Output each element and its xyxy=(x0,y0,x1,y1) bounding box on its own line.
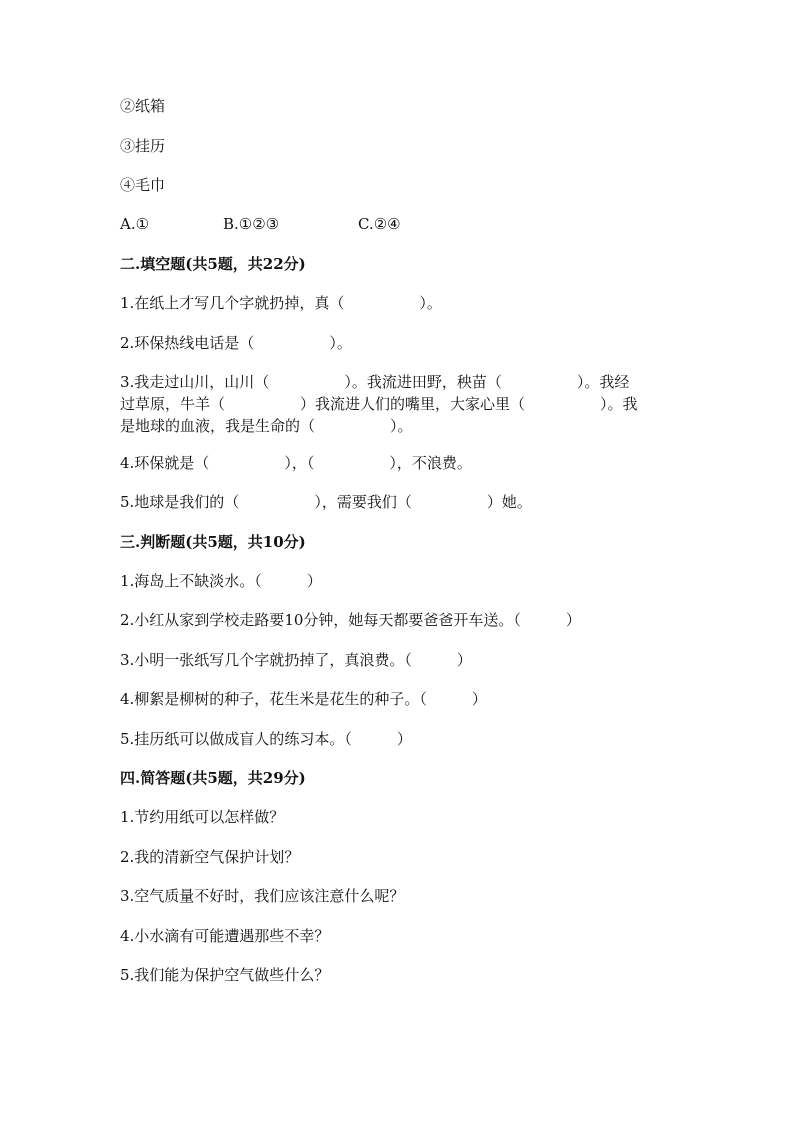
judge-question-4: 4.柳絮是柳树的种子，花生米是花生的种子。（ ） xyxy=(120,690,487,708)
fill-question-3-line-3: 是地球的血液，我是生命的（ ）。 xyxy=(120,417,413,435)
section-3-title: 三.判断题(共5题，共10分) xyxy=(120,533,306,551)
short-question-1: 1.节约用纸可以怎样做？ xyxy=(120,808,285,826)
short-question-5: 5.我们能为保护空气做些什么？ xyxy=(120,966,330,984)
short-question-4: 4.小水滴有可能遭遇那些不幸？ xyxy=(120,927,330,945)
short-question-3: 3.空气质量不好时，我们应该注意什么呢？ xyxy=(120,887,405,905)
fill-question-1: 1.在纸上才写几个字就扔掉，真（ ）。 xyxy=(120,294,442,312)
fill-question-3 xyxy=(120,371,680,437)
short-question-2: 2.我的清新空气保护计划？ xyxy=(120,848,300,866)
option-a: A.① xyxy=(120,215,150,233)
section-2-title: 二.填空题(共5题，共22分) xyxy=(120,255,306,273)
option-b: B.①②③ xyxy=(223,215,280,233)
fill-question-3-line-2: 过草原，牛羊（ ）我流进人们的嘴里，大家心里（ ）。我 xyxy=(120,395,638,413)
fill-question-4: 4.环保就是（ ），（ ），不浪费。 xyxy=(120,454,472,472)
section-4-title: 四.简答题(共5题，共29分) xyxy=(120,769,306,787)
fill-question-2: 2.环保热线电话是（ ）。 xyxy=(120,334,352,352)
choice-item-2: ②纸箱 xyxy=(120,97,166,115)
fill-question-3-line-1: 3.我走过山川，山川（ ）。我流进田野，秧苗（ ）。我经 xyxy=(120,373,630,391)
judge-question-3: 3.小明一张纸写几个字就扔掉了，真浪费。（ ） xyxy=(120,651,472,669)
judge-question-2: 2.小红从家到学校走路要10分钟，她每天都要爸爸开车送。（ ） xyxy=(120,611,581,629)
option-c: C.②④ xyxy=(358,215,401,233)
choice-item-3: ③挂历 xyxy=(120,137,166,155)
judge-question-5: 5.挂历纸可以做成盲人的练习本。（ ） xyxy=(120,730,412,748)
fill-question-5: 5.地球是我们的（ ），需要我们（ ）她。 xyxy=(120,493,532,511)
judge-question-1: 1.海岛上不缺淡水。（ ） xyxy=(120,572,322,590)
choice-item-4: ④毛巾 xyxy=(120,176,166,194)
